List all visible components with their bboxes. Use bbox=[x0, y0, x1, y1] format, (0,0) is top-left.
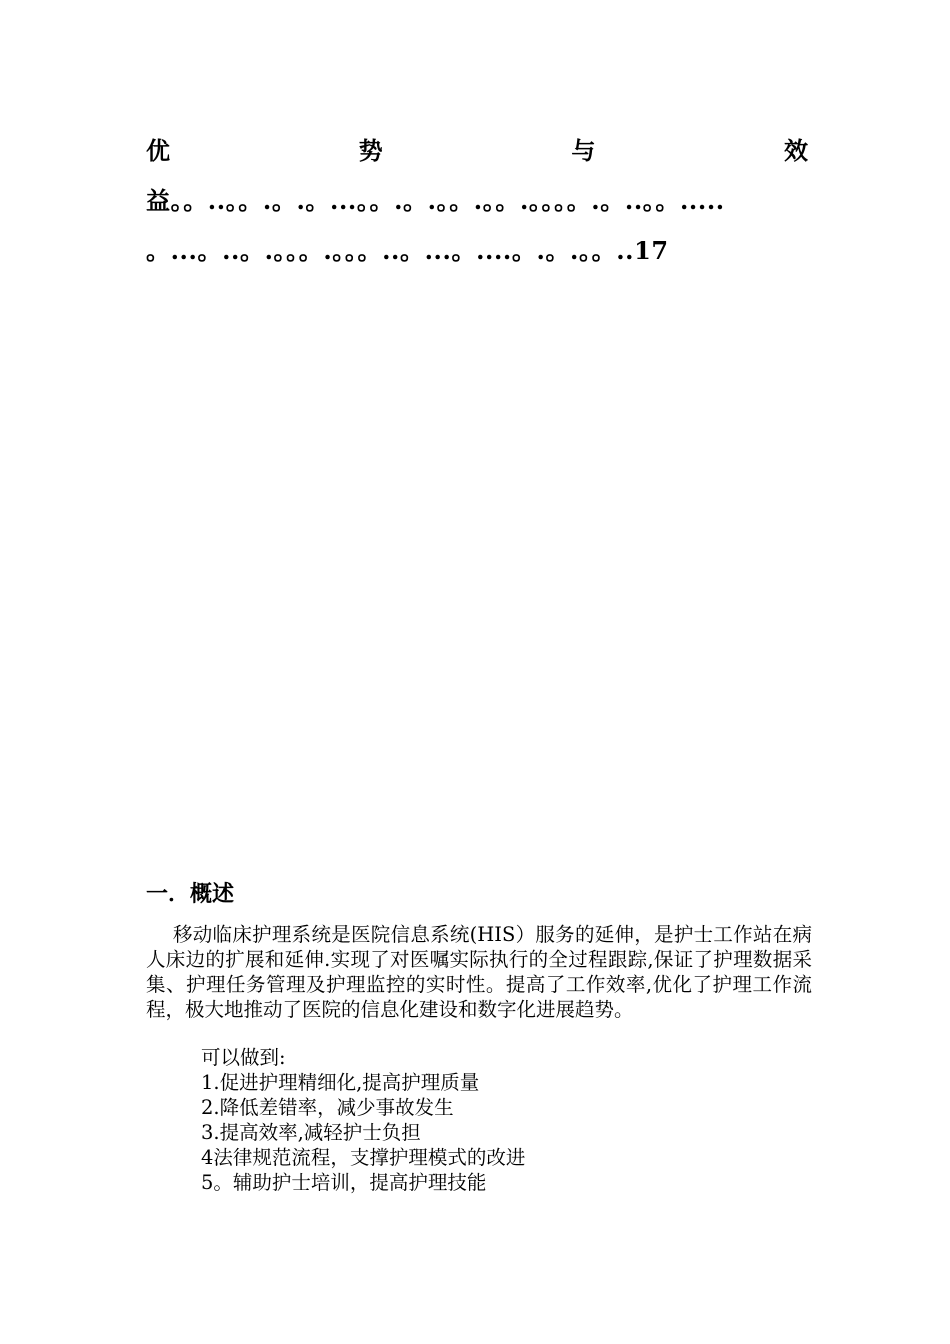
toc-heading-char: 势 bbox=[358, 136, 383, 165]
list-item: 4法律规范流程，支撑护理模式的改进 bbox=[201, 1146, 526, 1169]
toc-leader-line bbox=[146, 182, 808, 232]
section-title: 一．概述 bbox=[146, 882, 235, 907]
toc-heading-char: 效 bbox=[783, 136, 808, 165]
benefits-list bbox=[201, 1045, 525, 1195]
list-item: 1.促进护理精细化,提高护理质量 bbox=[201, 1071, 480, 1094]
overview-paragraph: 移动临床护理系统是医院信息系统(HIS）服务的延伸，是护士工作站在病人床边的扩展和延伸.实现了对医嘱实际执行的全过程跟踪,保证了护理数据采集、护理任务管理及护理监控的实时性。提高了工作效率,优化了护理工作流程，极大地推动了医院的信息化建设和数字化进展趋势。 bbox=[146, 923, 812, 1021]
toc-leader-text-page: 。...。..。.。。。.。。。..。...。....。.。.。。..17 bbox=[146, 236, 669, 265]
list-item: 5。辅助护士培训，提高护理技能 bbox=[201, 1171, 487, 1194]
list-intro: 可以做到: bbox=[201, 1046, 286, 1069]
table-of-contents bbox=[146, 132, 808, 282]
list-item: 3.提高效率,减轻护士负担 bbox=[201, 1121, 421, 1144]
toc-leader-text: 益。。..。。.。.。...。。.。.。。.。。.。。。。.。..。。..... bbox=[146, 186, 725, 215]
toc-heading-char: 优 bbox=[146, 136, 170, 165]
toc-leader-line-page bbox=[146, 232, 808, 282]
toc-heading-char: 与 bbox=[571, 136, 596, 165]
list-item: 2.降低差错率，减少事故发生 bbox=[201, 1096, 454, 1119]
toc-heading-line bbox=[146, 132, 808, 182]
